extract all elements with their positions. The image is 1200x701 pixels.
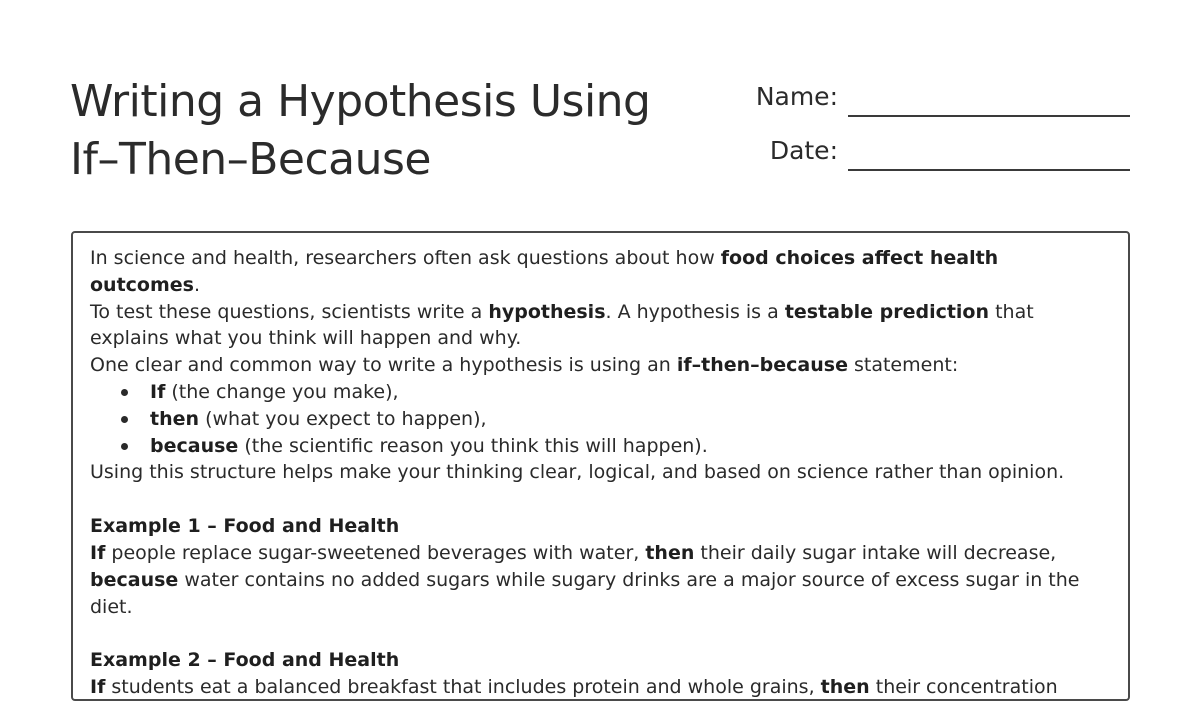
title-line-1: Writing a Hypothesis Using <box>70 76 651 127</box>
bold-text: hypothesis <box>488 300 606 323</box>
text-run: statement: <box>847 354 959 377</box>
title-line-2: If–Then–Because <box>70 134 431 185</box>
name-underline[interactable] <box>848 115 1130 117</box>
example-2-text <box>90 674 1110 701</box>
bold-text: because <box>150 434 239 457</box>
bold-text: If <box>150 380 166 403</box>
structure-list <box>90 379 1110 459</box>
spacer <box>90 486 1110 513</box>
text-run: their daily sugar intake will decrease, <box>694 541 1057 564</box>
text-run: students eat a balanced breakfast that includes protein and whole grains, <box>105 676 821 699</box>
name-field[interactable] <box>740 77 1130 117</box>
bold-text: If <box>90 676 106 699</box>
date-underline[interactable] <box>848 169 1130 171</box>
example-1-title: Example 1 – Food and Health <box>90 515 400 538</box>
bold-text: food choices affect health outcomes <box>90 247 999 296</box>
content-box <box>71 231 1130 701</box>
bold-text: testable prediction <box>784 300 990 323</box>
list-item <box>90 406 1110 433</box>
list-item <box>90 433 1110 460</box>
text-run: (the change you make), <box>165 380 399 403</box>
intro-paragraph-1 <box>90 245 1110 299</box>
text-run: people replace sugar-sweetened beverages with water, <box>105 541 646 564</box>
text-run: One clear and common way to write a hypothesis is using an <box>90 354 677 377</box>
text-run: . <box>193 273 201 296</box>
text-run: (what you expect to happen), <box>199 407 487 430</box>
intro-paragraph-2 <box>90 299 1110 353</box>
date-field[interactable] <box>740 131 1130 171</box>
bold-text: if–then–because <box>676 354 848 377</box>
text-run: (the scientific reason you think this will happen). <box>238 434 708 457</box>
example-2-title: Example 2 – Food and Health <box>90 649 400 672</box>
bold-text: then <box>150 407 200 430</box>
date-label: Date: <box>769 136 838 165</box>
intro-paragraph-4: Using this structure helps make your thinking clear, logical, and based on science rather than opinion. <box>90 461 1065 484</box>
text-run: . A hypothesis is a <box>605 300 785 323</box>
text-run: their concentration <box>869 676 1058 699</box>
example-1-text <box>90 540 1110 620</box>
text-run: water contains no added sugars while sugary drinks are a major source of excess sugar in the diet. <box>90 568 1080 618</box>
intro-paragraph-3 <box>90 352 1110 379</box>
spacer <box>90 620 1110 647</box>
bold-text: then <box>645 541 695 564</box>
bold-text: If <box>90 541 106 564</box>
bold-text: then <box>820 676 870 699</box>
text-run: To test these questions, scientists write a <box>90 300 489 323</box>
bold-text: because <box>90 568 179 591</box>
text-run: In science and health, researchers often ask questions about how <box>90 247 721 269</box>
text-run: that explains what you think will happen and why. <box>90 300 1034 350</box>
name-label: Name: <box>755 82 838 111</box>
list-item <box>90 379 1110 406</box>
page-title <box>70 73 710 189</box>
